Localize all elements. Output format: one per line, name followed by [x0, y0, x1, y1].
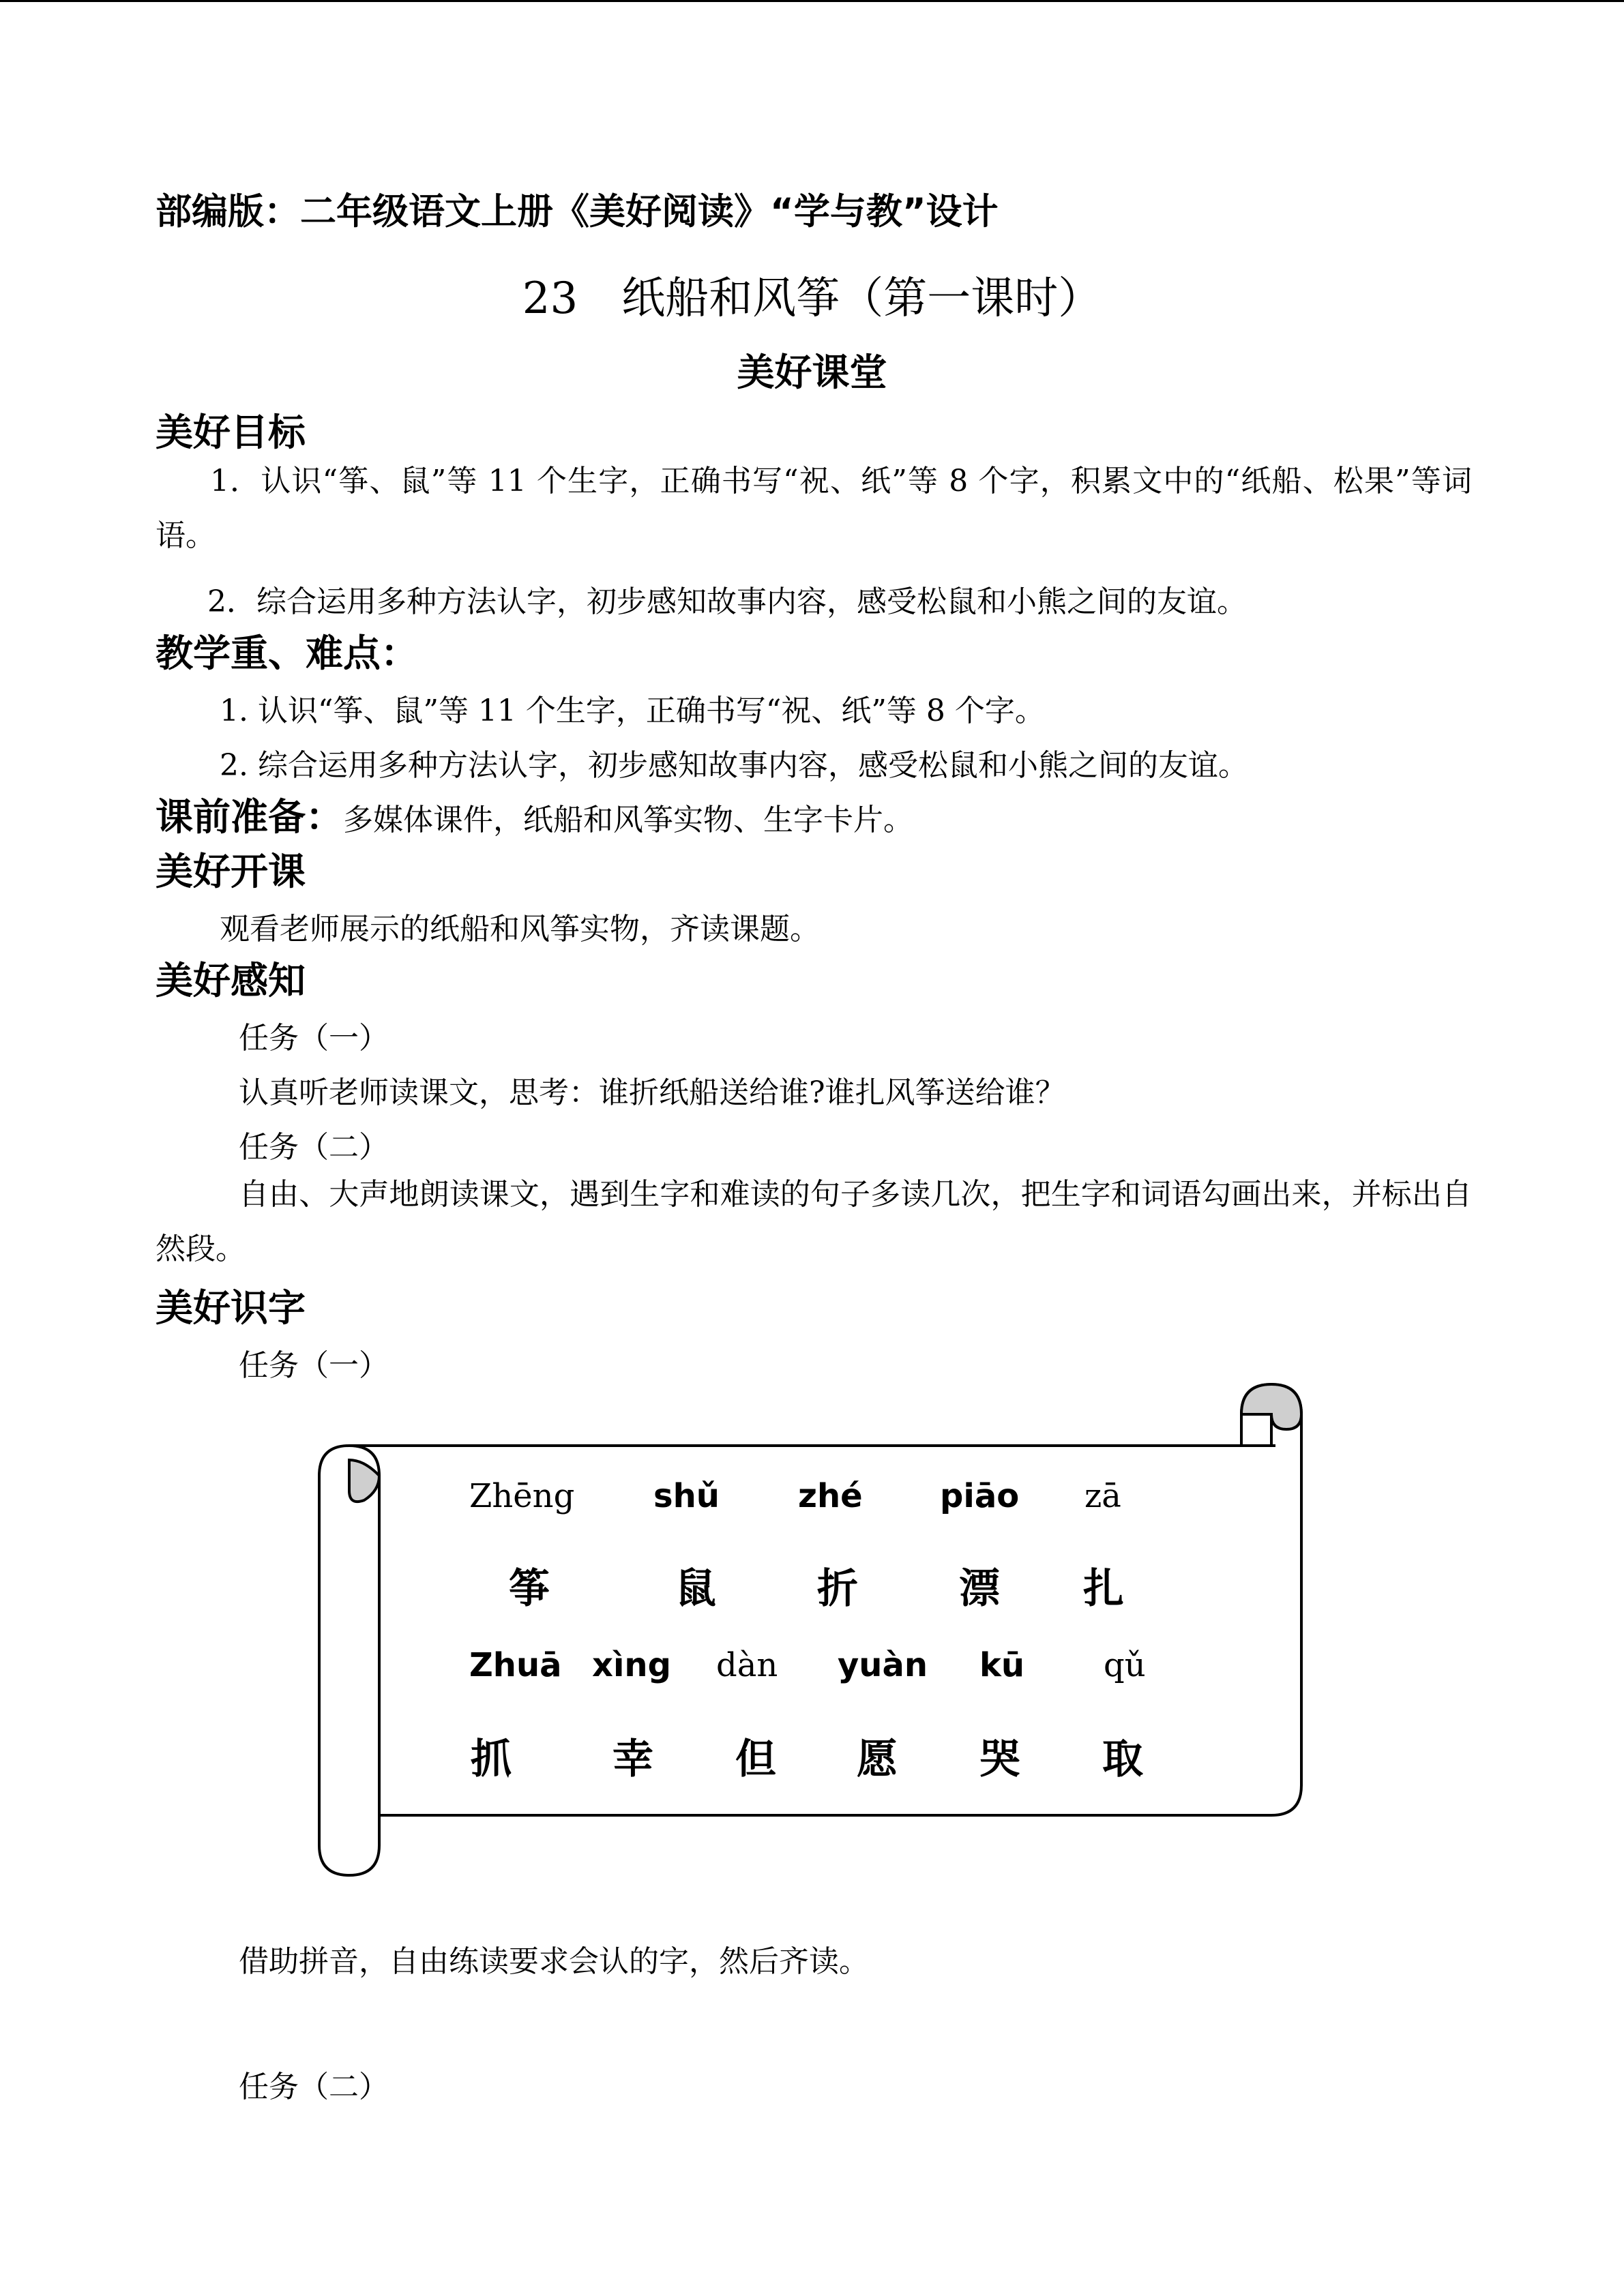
perception-task2-label: 任务（二） — [239, 1130, 389, 1165]
char-za: 扎 — [1083, 1565, 1124, 1613]
char-ku: 哭 — [979, 1735, 1020, 1783]
pinyin-qu: qǔ — [1104, 1646, 1146, 1684]
char-piao: 漂 — [959, 1565, 1000, 1613]
pinyin-shu: shǔ — [653, 1477, 720, 1515]
pinyin-za: zā — [1084, 1477, 1121, 1515]
char-qu: 取 — [1102, 1735, 1143, 1783]
document-title: 部编版：二年级语文上册《美好阅读》“学与教”设计 — [156, 191, 999, 233]
perception-task2-text: 自由、大声地朗读课文，遇到生字和难读的句子多读几次，把生字和词语勾画出来，并标出自然段。 — [156, 1177, 1472, 1266]
perception-task1-label: 任务（一） — [239, 1021, 389, 1056]
literacy-task1-label: 任务（一） — [239, 1348, 389, 1383]
goal-item-1: 1．认识“筝、鼠”等 11 个生字，正确书写“祝、纸”等 8 个字，积累文中的“纸船、松果”等词语。 — [156, 464, 1472, 553]
scroll-left-curl — [349, 1460, 379, 1502]
char-zheng: 筝 — [509, 1565, 550, 1613]
literacy-task2-label: 任务（二） — [239, 2070, 389, 2104]
goal-item-2: 2．综合运用多种方法认字，初步感知故事内容，感受松鼠和小熊之间的友谊。 — [207, 584, 1247, 619]
perception-heading: 美好感知 — [156, 959, 306, 1002]
char-yuan: 愿 — [857, 1735, 898, 1783]
pinyin-zhua: Zhuā — [469, 1646, 562, 1684]
pinyin-dan: dàn — [716, 1646, 778, 1684]
key-point-item-2: 2. 综合运用多种方法认字，初步感知故事内容，感受松鼠和小熊之间的友谊。 — [220, 748, 1248, 783]
perception-task1-text: 认真听老师读课文，思考：谁折纸船送给谁?谁扎风筝送给谁？ — [239, 1075, 1065, 1110]
char-zhua: 抓 — [471, 1735, 512, 1783]
section-title: 美好课堂 — [737, 351, 887, 394]
pinyin-yuan: yuàn — [838, 1646, 928, 1684]
literacy-heading: 美好识字 — [156, 1286, 306, 1330]
preparation-heading: 课前准备： — [156, 795, 344, 839]
pinyin-ku: kū — [979, 1646, 1025, 1684]
char-xing: 幸 — [612, 1735, 653, 1783]
pinyin-piao: piāo — [940, 1477, 1020, 1515]
pinyin-zhe: zhé — [798, 1477, 863, 1515]
char-dan: 但 — [735, 1735, 776, 1783]
opening-text: 观看老师展示的纸船和风筝实物，齐读课题。 — [220, 912, 820, 946]
literacy-after-text: 借助拼音，自由练读要求会认的字，然后齐读。 — [239, 1944, 869, 1979]
char-shu: 鼠 — [675, 1565, 716, 1613]
preparation-text: 多媒体课件，纸船和风筝实物、生字卡片。 — [343, 803, 914, 837]
opening-heading: 美好开课 — [156, 850, 306, 893]
lesson-title: 23 纸船和风筝（第一课时） — [522, 273, 1102, 324]
char-zhe: 折 — [817, 1565, 858, 1613]
key-points-heading: 教学重、难点： — [156, 631, 419, 675]
pinyin-zheng: Zhēng — [469, 1477, 575, 1515]
goals-heading: 美好目标 — [156, 411, 306, 454]
key-point-item-1: 1. 认识“筝、鼠”等 11 个生字，正确书写“祝、纸”等 8 个字。 — [220, 694, 1045, 728]
pinyin-xing: xìng — [592, 1646, 671, 1684]
